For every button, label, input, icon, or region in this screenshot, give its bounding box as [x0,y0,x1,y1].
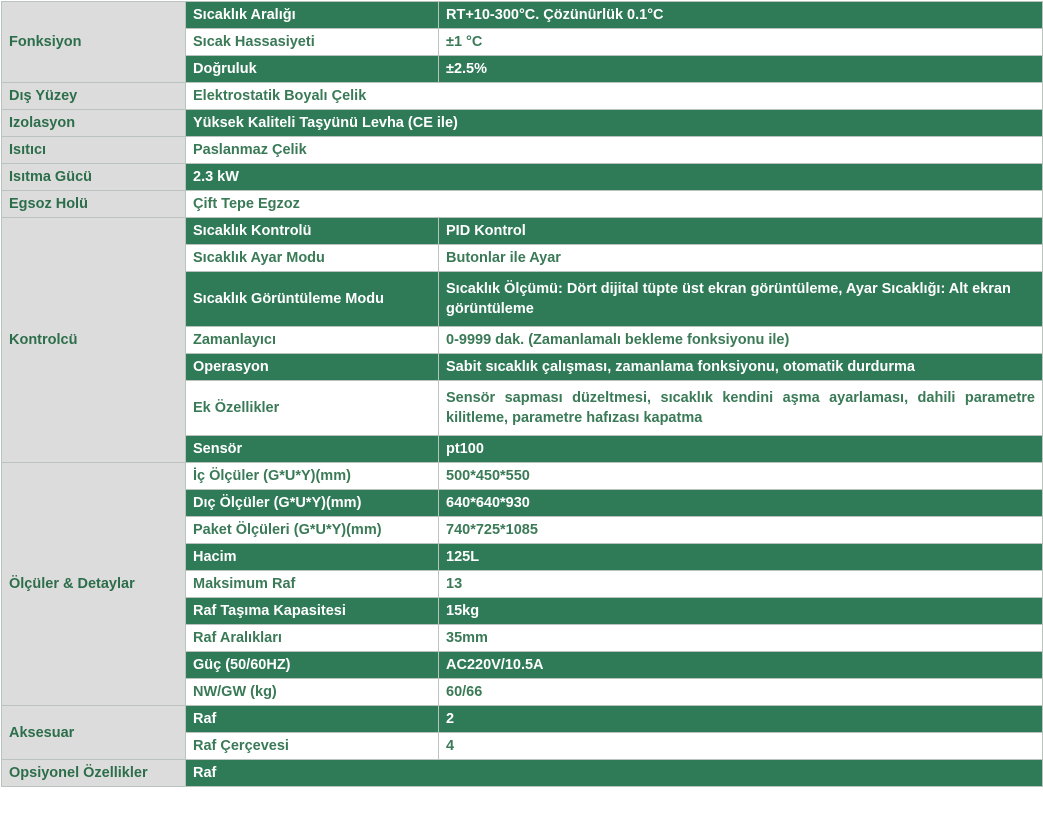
table-row [2,463,1043,490]
group-label-izolasyon: Izolasyon [2,110,186,137]
row-value: 2.3 kW [186,164,1043,191]
table-row [2,83,1043,110]
row-value: 740*725*1085 [439,517,1043,544]
row-value: Raf [186,760,1043,787]
row-value: Elektrostatik Boyalı Çelik [186,83,1043,110]
row-value: PID Kontrol [439,218,1043,245]
table-row [2,218,1043,245]
row-value: RT+10-300°C. Çözünürlük 0.1°C [439,2,1043,29]
row-value: Paslanmaz Çelik [186,137,1043,164]
row-value: Yüksek Kaliteli Taşyünü Levha (CE ile) [186,110,1043,137]
group-label-egsoz-holu: Egsoz Holü [2,191,186,218]
row-label: Sıcaklık Aralığı [186,2,439,29]
row-value: 2 [439,706,1043,733]
row-label: NW/GW (kg) [186,679,439,706]
row-value: ±2.5% [439,56,1043,83]
row-label: Operasyon [186,354,439,381]
row-label: İç Ölçüler (G*U*Y)(mm) [186,463,439,490]
group-label-dis-yuzey: Dış Yüzey [2,83,186,110]
row-label: Ek Özellikler [186,381,439,436]
row-value: ±1 °C [439,29,1043,56]
row-label: Dıç Ölçüler (G*U*Y)(mm) [186,490,439,517]
row-value: Butonlar ile Ayar [439,245,1043,272]
group-label-isitici: Isıtıcı [2,137,186,164]
row-label: Sıcaklık Kontrolü [186,218,439,245]
row-label: Sıcaklık Görüntüleme Modu [186,272,439,327]
row-label: Doğruluk [186,56,439,83]
row-label: Maksimum Raf [186,571,439,598]
row-value: Sıcaklık Ölçümü: Dört dijital tüpte üst ekran görüntüleme, Ayar Sıcaklığı: Alt ekran görüntüleme [439,272,1043,327]
row-label: Raf Çerçevesi [186,733,439,760]
table-row [2,2,1043,29]
row-value: 13 [439,571,1043,598]
group-label-kontrolcu: Kontrolcü [2,218,186,463]
group-label-aksesuar: Aksesuar [2,706,186,760]
row-value: 125L [439,544,1043,571]
row-value: 4 [439,733,1043,760]
group-label-olculer: Ölçüler & Detaylar [2,463,186,706]
row-label: Sensör [186,436,439,463]
row-label: Raf [186,706,439,733]
row-label: Hacim [186,544,439,571]
row-value: 15kg [439,598,1043,625]
row-value: 0-9999 dak. (Zamanlamalı bekleme fonksiyonu ile) [439,327,1043,354]
row-label: Sıcak Hassasiyeti [186,29,439,56]
group-label-isitma-gucu: Isıtma Gücü [2,164,186,191]
row-value: 640*640*930 [439,490,1043,517]
row-label: Sıcaklık Ayar Modu [186,245,439,272]
spec-table [1,1,1043,787]
row-value: 35mm [439,625,1043,652]
row-value: Sensör sapması düzeltmesi, sıcaklık kendini aşma ayarlaması, dahili parametre kilitleme, parametre hafızası kapatma [439,381,1043,436]
table-row [2,760,1043,787]
row-value: AC220V/10.5A [439,652,1043,679]
group-label-fonksiyon: Fonksiyon [2,2,186,83]
table-row [2,191,1043,218]
row-value: Sabit sıcaklık çalışması, zamanlama fonksiyonu, otomatik durdurma [439,354,1043,381]
table-row [2,137,1043,164]
row-label: Zamanlayıcı [186,327,439,354]
group-label-opsiyonel: Opsiyonel Özellikler [2,760,186,787]
row-value: pt100 [439,436,1043,463]
row-label: Raf Taşıma Kapasitesi [186,598,439,625]
row-label: Güç (50/60HZ) [186,652,439,679]
table-row [2,706,1043,733]
row-value: Çift Tepe Egzoz [186,191,1043,218]
row-label: Raf Aralıkları [186,625,439,652]
table-row [2,164,1043,191]
table-row [2,110,1043,137]
row-value: 60/66 [439,679,1043,706]
row-label: Paket Ölçüleri (G*U*Y)(mm) [186,517,439,544]
row-value: 500*450*550 [439,463,1043,490]
